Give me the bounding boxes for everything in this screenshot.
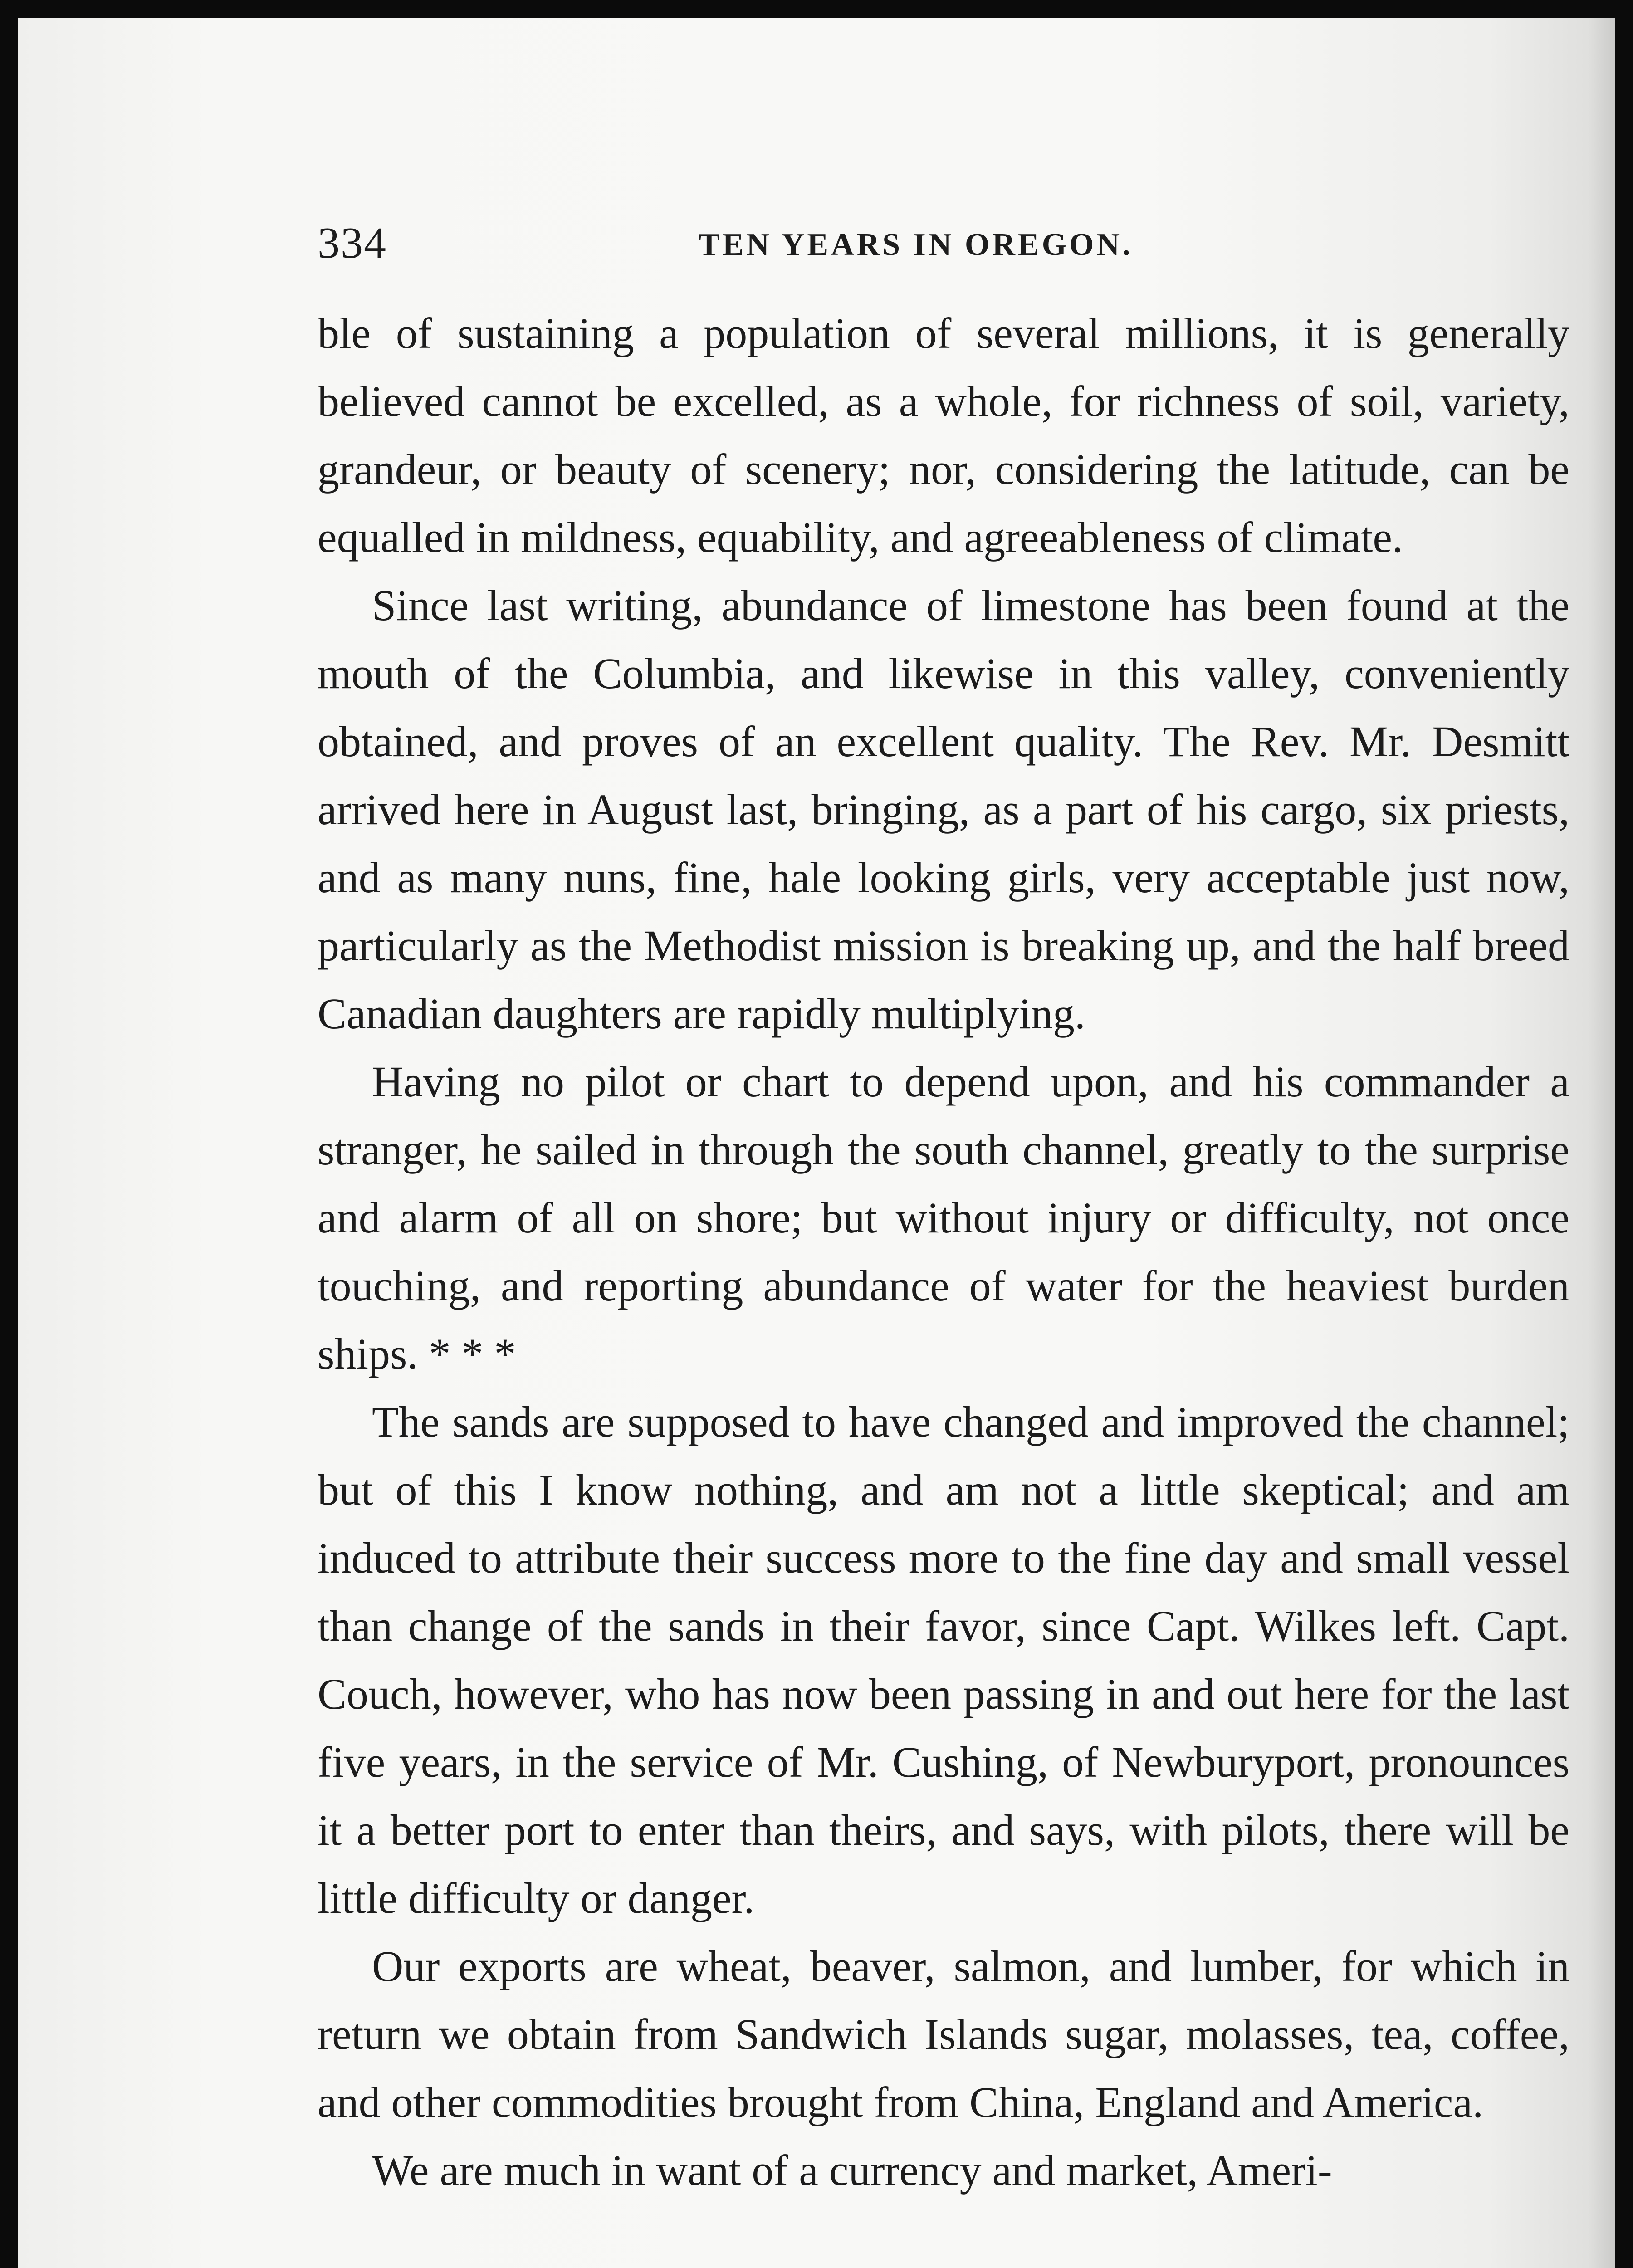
body-text (318, 299, 1569, 2204)
page-number: 334 (318, 219, 387, 268)
paragraph-5: Our exports are wheat, beaver, salmon, and lumber, for which in return we obtain from Sandwich Islands sugar, molasses, tea, coffee, and other commodities brought from China, England and America. (318, 1942, 1569, 2126)
paragraph-3: Having no pilot or chart to depend upon, and his commander a stranger, he sailed in through the south channel, greatly to the surprise and alarm of all on shore; but without injury or difficulty, not once touching, and reporting abundance of water for the heaviest burden ships. * * * (318, 1057, 1569, 1378)
page-edge-shadow (1588, 18, 1615, 2268)
paragraph-1: ble of sustaining a population of several millions, it is generally believed cannot be excelled, as a whole, for richness of soil, variety, grandeur, or beauty of scenery; nor, considering the latitude, can be equalled in mildness, equability, and agreeableness of climate. (318, 309, 1569, 562)
paragraph-6: We are much in want of a currency and market, Ameri- (372, 2146, 1332, 2195)
paragraph-2: Since last writing, abundance of limestone has been found at the mouth of the Columbia, and likewise in this valley, conveniently obtained, and proves of an excellent quality. The Rev. Mr. Desmitt arrived here in August last, bringing, as a part of his cargo, six priests, and as many nuns, fine, hale looking girls, very acceptable just now, particularly as the Methodist mission is breaking up, and the half breed Canadian daughters are rapidly multiplying. (318, 581, 1569, 1038)
running-title: TEN YEARS IN OREGON. (699, 227, 1133, 262)
book-page (18, 18, 1615, 2268)
paragraph-4: The sands are supposed to have changed and improved the channel; but of this I know nothing, and am not a little skeptical; and am induced to attribute their success more to the fine day and small vessel than change of the sands in their favor, since Capt. Wilkes left. Capt. Couch, however, who has now been passing in and out here for the last five years, in the service of Mr. Cushing, of Newburyport, pronounces it a better port to enter than theirs, and says, with pilots, there will be little difficulty or danger. (318, 1398, 1569, 1922)
running-head (18, 218, 1615, 281)
